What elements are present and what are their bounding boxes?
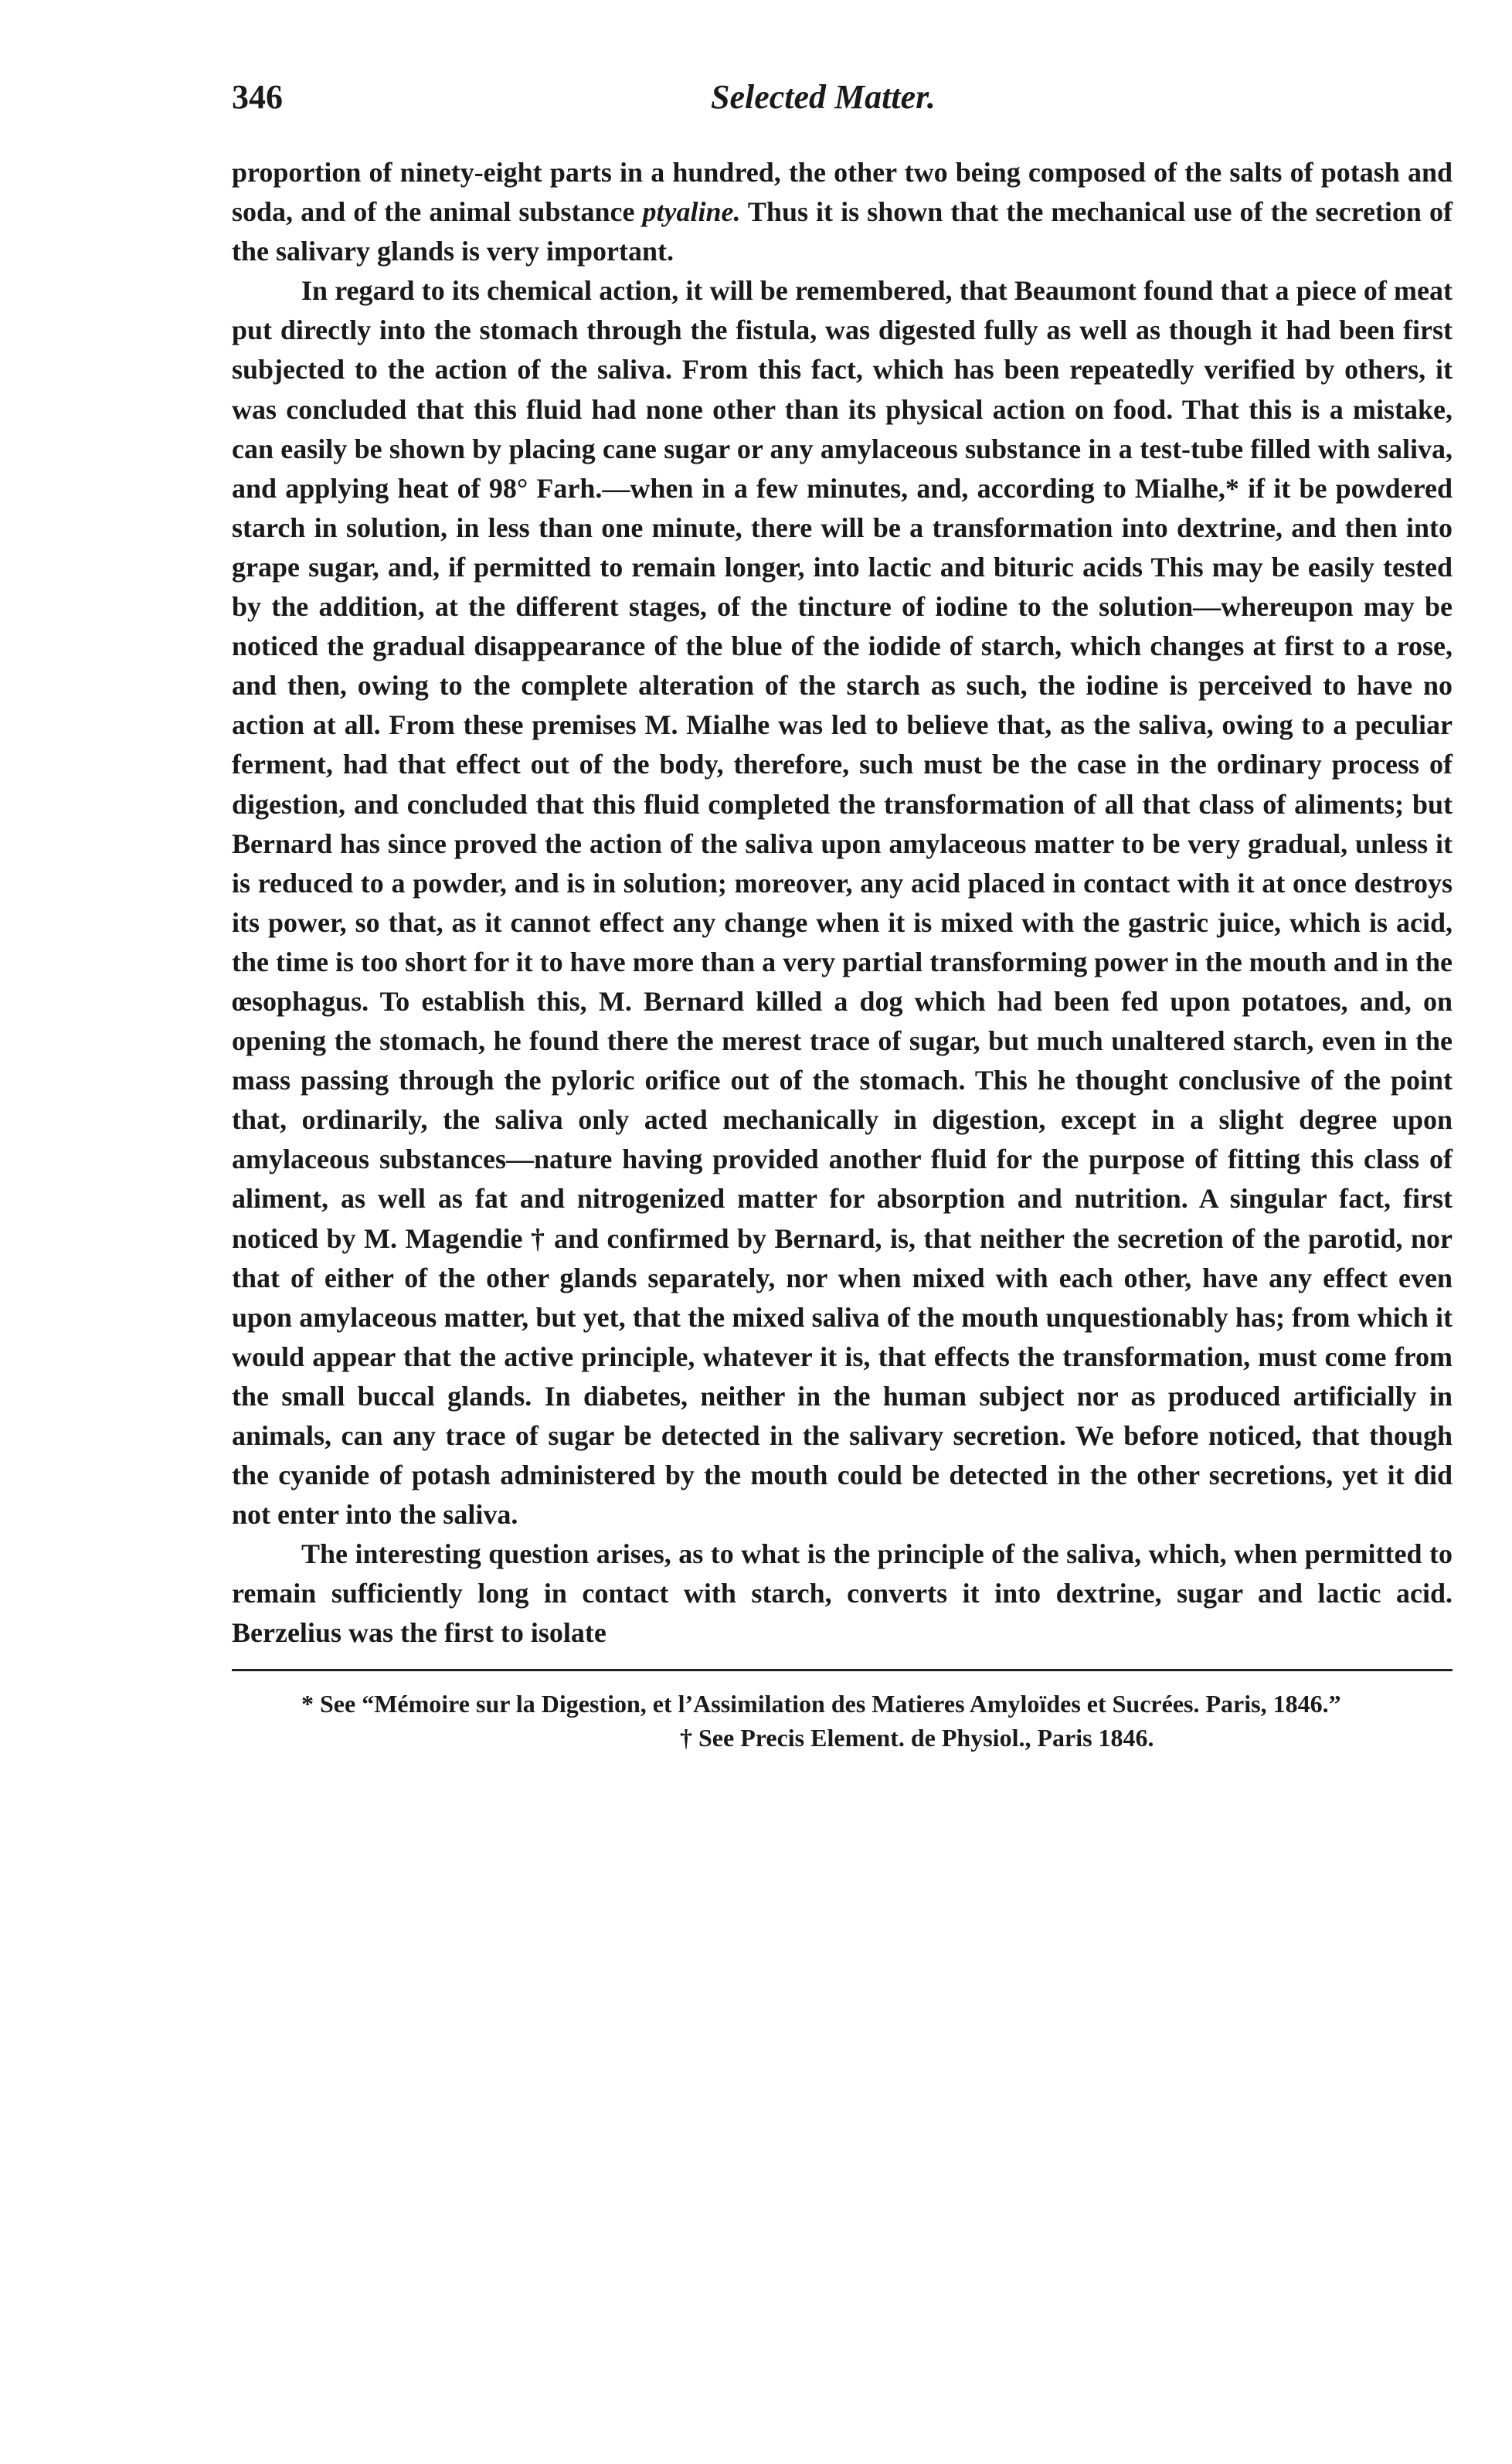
paragraph-text: Thus it is shown that the mechanical use of the secretion of the salivary glands is very important. — [232, 196, 1453, 267]
italic-term: ptyaline. — [642, 196, 741, 228]
paragraph-chemical-action: In regard to its chemical action, it will be remembered, that Beaumont found that a piece of meat put directly into the stomach through the fistula, was digested fully as well as though it had been first subjected to the action of the saliva. From this fact, which has been repeatedly verified by others, it was concluded that this fluid had none other than its physical action on food. That this is a mistake, can easily be shown by placing cane sugar or any amylaceous substance in a test-tube filled with saliva, and applying heat of 98° Farh.—when in a few minutes, and, according to Mialhe,* if it be powdered starch in solution, in less than one minute, there will be a transformation into dextrine, and then into grape sugar, and, if permitted to remain longer, into lactic and bituric acids This may be easily tested by the addition, at the different stages, of the tincture of iodine to the solution—whereupon may be noticed the gradual disappearance of the blue of the iodide of starch, which changes at first to a rose, and then, owing to the complete alteration of the starch as such, the iodine is perceived to have no action at all. From these premises M. Mialhe was led to believe that, as the saliva, owing to a peculiar ferment, had that effect out of the body, therefore, such must be the case in the ordinary process of digestion, and concluded that this fluid completed the transformation of all that class of aliments; but Bernard has since proved the action of the saliva upon amylaceous matter to be very gradual, unless it is reduced to a powder, and is in solution; moreover, any acid placed in contact with it at once destroys its power, so that, as it cannot effect any change when it is mixed with the gastric juice, which is acid, the time is too short for it to have more than a very partial transforming power in the mouth and in the œsophagus. To establish this, M. Bernard killed a dog which had been fed upon potatoes, and, on opening the stomach, he found there the merest trace of sugar, but much unaltered starch, even in the mass passing through the pyloric orifice out of the stomach. This he thought conclusive of the point that, ordinarily, the saliva only acted mechanically in digestion, except in a slight degree upon amylaceous substances—nature having provided another fluid for the purpose of fitting this class of aliment, as well as fat and nitrogenized matter for absorption and nutrition. A singular fact, first noticed by M. Magendie † and confirmed by Bernard, is, that neither the secretion of the parotid, nor that of either of the other glands separately, nor when mixed with each other, have any effect even upon amylaceous matter, but yet, that the mixed saliva of the mouth unquestionably has; from which it would appear that the active principle, whatever it is, that effects the transformation, must come from the small buccal glands. In diabetes, neither in the human subject nor as produced artificially in animals, can any trace of sugar be detected in the salivary secretion. We before noticed, that though the cyanide of potash administered by the mouth could be detected in the other secretions, yet it did not enter into the saliva. — [232, 275, 1453, 1531]
footnote-mialhe: * See “Mémoire sur la Digestion, et l’Assimilation des Matieres Amyloïdes et Sucrées. Paris, 1846.” — [301, 1689, 1341, 1718]
paragraph-principle-question: The interesting question arises, as to what is the principle of the saliva, which, when permitted to remain sufficiently long in contact with starch, converts it into dextrine, sugar and lactic acid. Berzelius was the first to isolate — [232, 1538, 1453, 1649]
page-number: 346 — [232, 78, 283, 116]
footnote-divider — [232, 1669, 1453, 1671]
footnote-precis: † See Precis Element. de Physiol., Paris 1846. — [680, 1723, 1154, 1752]
running-head — [232, 70, 1453, 131]
running-title: Selected Matter. — [711, 78, 936, 116]
body-text — [232, 153, 1453, 1653]
paragraph-continued — [232, 153, 1453, 271]
paragraph-text: proportion of ninety-eight parts in a hundred, the other two being composed of the salts of potash and soda, and of the animal substance — [232, 157, 1453, 228]
footnotes — [232, 1687, 1453, 1755]
book-page — [232, 70, 1453, 1755]
